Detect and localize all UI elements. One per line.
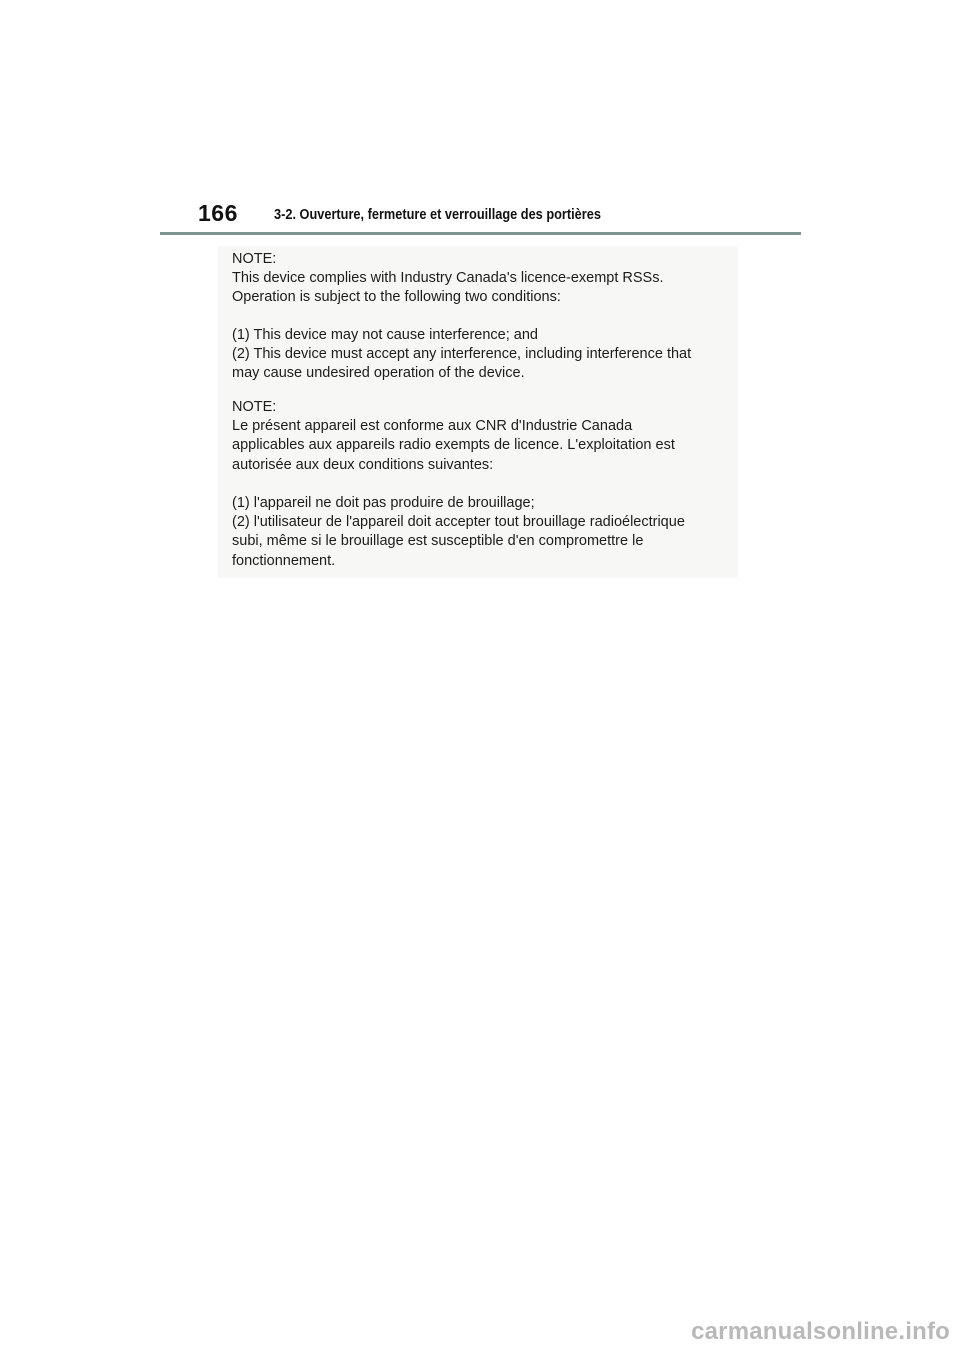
notice-fr-intro-line: autorisée aux deux conditions suivantes: — [232, 456, 494, 473]
section-title: 3-2. Ouverture, fermeture et verrouillage des portières — [274, 207, 601, 223]
notice-en-heading: NOTE: — [232, 251, 277, 267]
page-number: 166 — [198, 200, 238, 226]
header-divider — [160, 232, 801, 235]
notice-fr-condition-line: subi, même si le brouillage est susceptible d'en compromettre le — [232, 533, 644, 550]
notice-en-condition-line: (1) This device may not cause interference; and — [232, 327, 539, 343]
notice-en-condition-line: may cause undesired operation of the device. — [232, 365, 525, 382]
notice-fr-conditions — [232, 494, 685, 571]
notice-fr-condition-line: (2) l'utilisateur de l'appareil doit accepter tout brouillage radioélectrique — [232, 514, 685, 531]
notice-fr-intro — [232, 398, 675, 475]
notice-en-intro-line: This device complies with Industry Canada's licence-exempt RSSs. — [232, 270, 664, 287]
notice-en-intro-line: Operation is subject to the following two conditions: — [232, 289, 561, 306]
site-watermark: carmanualsonline.info — [691, 1318, 950, 1345]
notice-fr-condition-line: (1) l'appareil ne doit pas produire de brouillage; — [232, 495, 535, 511]
page-header — [0, 0, 960, 240]
notice-en-conditions — [232, 326, 691, 384]
notice-fr-heading: NOTE: — [232, 399, 277, 415]
notice-fr-condition-line: fonctionnement. — [232, 552, 336, 569]
notice-en-condition-line: (2) This device must accept any interference, including interference that — [232, 346, 692, 363]
notice-en-intro — [232, 250, 664, 308]
notice-fr-intro-line: applicables aux appareils radio exempts de licence. L'exploitation est — [232, 437, 675, 454]
notice-fr-intro-line: Le présent appareil est conforme aux CNR d'Industrie Canada — [232, 418, 633, 435]
